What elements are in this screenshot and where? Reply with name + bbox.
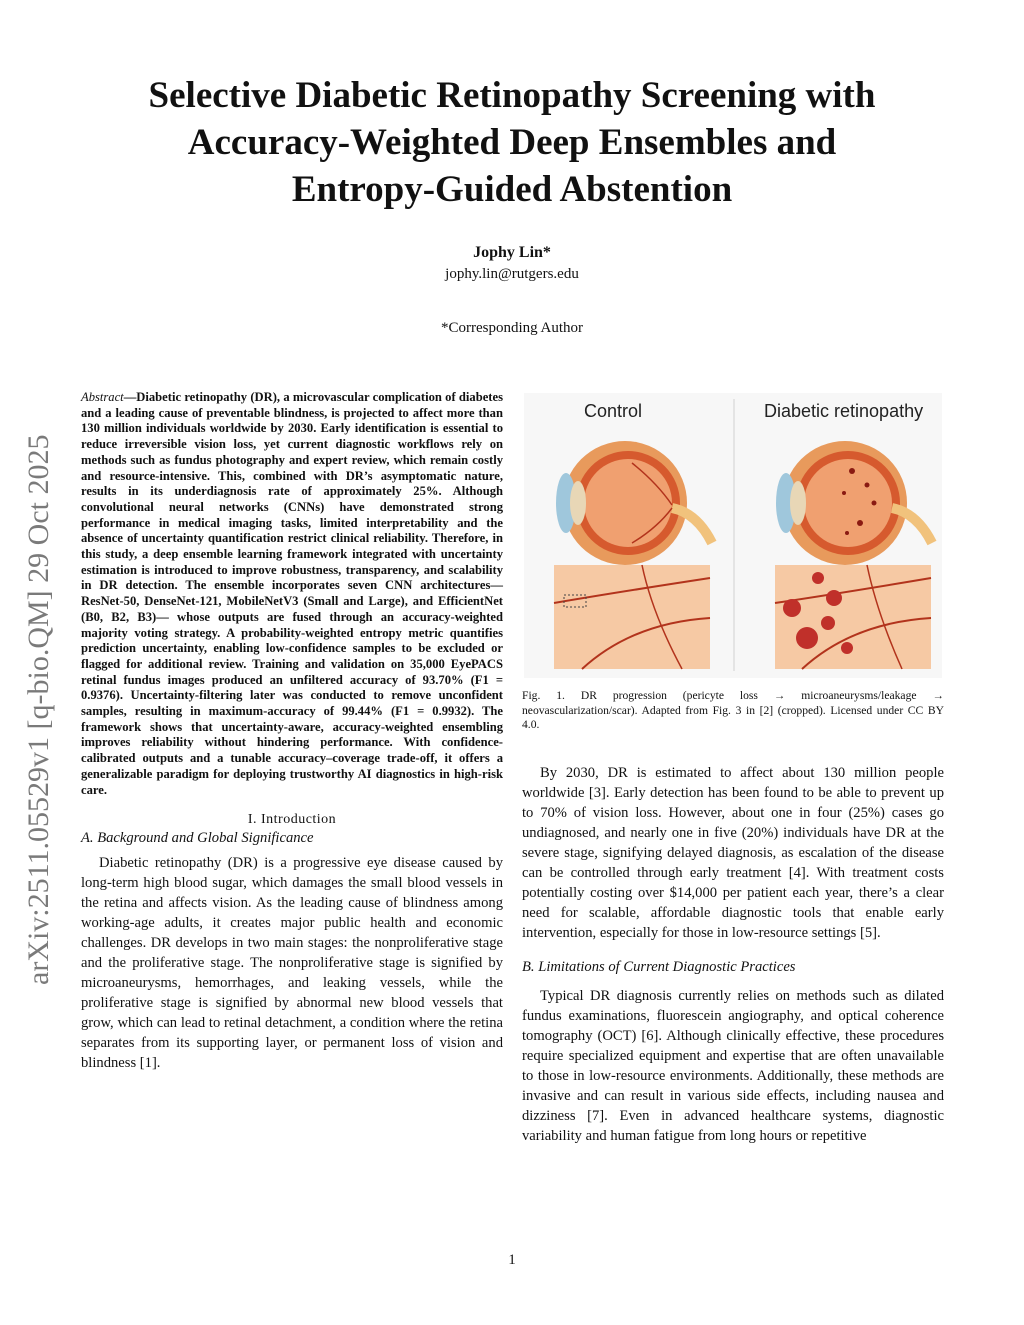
abstract-label: Abstract: [81, 390, 124, 404]
abstract: [81, 390, 503, 798]
right-column: [522, 393, 944, 1146]
left-column: [81, 390, 503, 1073]
paragraph-background: Diabetic retinopathy (DR) is a progressive eye disease caused by long-term high blood sugar, which damages the small blood vessels in the retina and affects vision. As the leading cause of blindness among working-age adults, it creates major public health and economic challenges. DR develops in two main stages: the nonproliferative stage and the proliferative stage. The nonproliferative stage is signified by microaneurysms, hemorrhages, and leaking vessels, while the proliferative stage is signified by abnormal new blood vessels that grow, which can lead to retinal detachment, a condition where the retina separates from its supporting layer, or permanent loss of vision and blindness [1].: [81, 855, 503, 1072]
section-heading-introduction: I. Introduction: [247, 812, 337, 828]
dr-lesion: [842, 491, 846, 495]
title-line: Selective Diabetic Retinopathy Screening with: [148, 75, 876, 116]
control-fundus-panel: [554, 565, 710, 669]
dr-lesion: [865, 483, 870, 488]
title-line: Accuracy-Weighted Deep Ensembles and: [187, 122, 837, 163]
arxiv-identifier: arXiv:2511.05529v1 [q-bio.QM] 29 Oct 2025: [22, 434, 55, 985]
paragraph-limitations: Typical DR diagnosis currently relies on methods such as dilated fundus examinations, fluorescein angiography, and optical coherence tomography (OCT) [6]. Although clinically effective, these procedures require specialized equipment and expertise that are often unavailable to those in low-resource environments. Additionally, these methods are invasive and can result in various side effects, including nausea and dizziness [7]. Even in advanced healthcare systems, diagnostic variability and human fatigue from long hours or repetitive: [522, 987, 944, 1144]
figure-caption: Fig. 1. DR progression (pericyte loss → microaneurysms/leakage → neovascularization/scar). Adapted from Fig. 3 in [2] (cropped). Licensed under CC BY 4.0.: [522, 689, 944, 731]
author-name: Jophy Lin*: [473, 244, 551, 261]
subsection-heading-limitations: B. Limitations of Current Diagnostic Practices: [522, 958, 796, 975]
title-line: Entropy-Guided Abstention: [291, 169, 733, 210]
dr-eye-diagram: [776, 441, 932, 565]
abstract-body: —Diabetic retinopathy (DR), a microvascular complication of diabetes and a leading cause of preventable blindness, is projected to affect more than 130 million individuals worldwide by 2030. Early identification is essential to reduce irreversible vision loss, yet current diagnostic workflows rely on methods such as fundus photography and expert review, which remain costly and resource-intensive. This, combined with DR’s asymptomatic nature, results in its underdiagnosis rate of approximately 25%. Although convolutional neural networks (CNNs) have demonstrated strong performance in medical imaging tasks, limited interpretability and the absence of uncertainty quantification restrict clinical reliability. Therefore, in this study, a deep ensemble learning framework integrated with uncertainty estimation is introduced to improve robustness, transparency, and scalability in DR detection. The ensemble incorporates seven CNN architectures—ResNet-50, DenseNet-121, MobileNetV3 (Small and Large), and EfficientNet (B0, B2, B3)— whose outputs are fused through an accuracy-weighted majority voting strategy. A probability-weighted entropy metric quantifies prediction uncertainty, enabling low-confidence samples to be excluded or flagged for additional review. Training and validation on 35,000 EyePACS retinal fundus images produced an unfiltered accuracy of 93.70% (F1 = 0.9376). Uncertainty-filtering later was conducted to remove unconfident samples, resulting in maximum-accuracy of 99.44% (F1 = 0.9932). The framework shows that uncertainty-aware, accuracy-weighted ensembling improves reliability without hindering performance. With confidence-calibrated outputs and a tunable accuracy–coverage trade-off, it offers a generalizable paradigm for deploying trustworthy AI diagnostics in high-risk care.: [81, 390, 503, 797]
page-number: 1: [508, 1252, 516, 1268]
dr-lesion: [849, 468, 855, 474]
control-eye-lens: [570, 481, 586, 525]
figure-dr-progression: [522, 393, 944, 681]
control-eye-vitreous: [584, 459, 672, 547]
subsection-heading-background: A. Background and Global Significance: [81, 830, 314, 847]
paragraph-significance: By 2030, DR is estimated to affect about 130 million people worldwide [3]. Early detection has been found to be able to prevent up to 70% of vision loss. However, about one in four (25%) cases go undiagnosed, and nearly one in five (20%) individuals have DR at the severe stage, signifying delayed diagnosis, as escalation of the disease can be controlled through early treatment [4]. With treatment costs potentially costing over $14,000 per patient each year, there’s a clear need for scalable, affordable diagnostic tools that enable early intervention, especially for those in low-resource settings [5].: [522, 764, 944, 941]
control-eye-diagram: [556, 441, 712, 565]
dr-lesion: [845, 531, 849, 535]
dr-fundus-panel: [775, 565, 931, 669]
author-email[interactable]: jophy.lin@rutgers.edu: [445, 266, 579, 282]
figure-label-dr: Diabetic retinopathy: [764, 401, 924, 421]
paper-title: [60, 72, 964, 213]
figure-illustration: [522, 393, 944, 681]
dr-lesion: [857, 520, 863, 526]
dr-lesion: [872, 501, 877, 506]
corresponding-note: *Corresponding Author: [440, 320, 584, 336]
figure-label-control: Control: [584, 401, 643, 421]
dr-eye-lens: [790, 481, 806, 525]
